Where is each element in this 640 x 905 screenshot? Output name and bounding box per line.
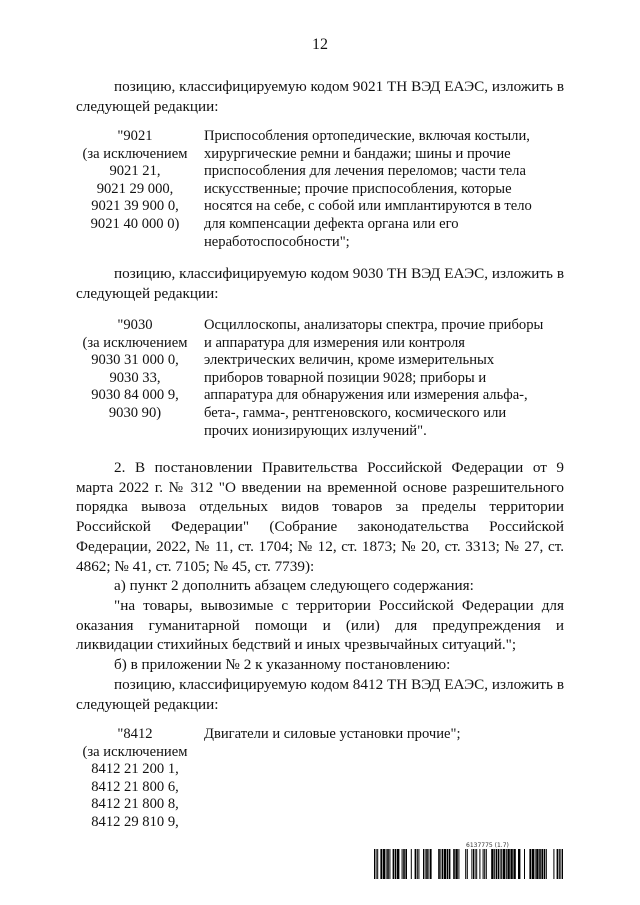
- description-line: неработоспособности";: [204, 233, 350, 250]
- description-line: приборов товарной позиции 9028; приборы и: [204, 369, 487, 386]
- description-line: и аппаратура для измерения или контроля: [204, 334, 466, 351]
- code-cell-8412: [72, 726, 198, 832]
- code-cell-9021: [72, 128, 198, 234]
- description-cell-9030: [204, 317, 564, 440]
- description-line: Осциллоскопы, анализаторы спектра, прочие приборы: [204, 317, 544, 333]
- description-line: Двигатели и силовые установки прочие";: [204, 726, 461, 742]
- description-line: Приспособления ортопедические, включая костыли,: [204, 128, 530, 144]
- description-cell-8412: [204, 726, 564, 744]
- code-line: 8412 21 800 8,: [91, 796, 179, 813]
- code-line: "9021: [117, 128, 153, 144]
- code-line: "8412: [117, 726, 153, 742]
- description-line: хирургические ремни и бандажи; шины и прочие: [204, 145, 511, 162]
- paragraph-position-8412: позицию, классифицируемую кодом 8412 ТН ВЭД ЕАЭС, изложить в следующей редакции:: [76, 676, 564, 713]
- code-line: 9030 31 000 0,: [91, 352, 179, 369]
- code-line: 8412 21 200 1,: [91, 761, 179, 778]
- description-line: для компенсации дефекта органа или его: [204, 215, 459, 232]
- paragraph-subitem-b: б) в приложении № 2 к указанному постановлению:: [114, 656, 451, 673]
- code-line: 9030 84 000 9,: [91, 387, 179, 404]
- code-line: "9030: [117, 317, 153, 333]
- description-line: носятся на себе, с собой или имплантируются в тело: [204, 198, 532, 215]
- code-line: 9021 29 000,: [96, 180, 174, 197]
- code-line: (за исключением: [82, 334, 188, 351]
- code-line: 8412 29 810 9,: [91, 813, 179, 830]
- description-cell-9021: [204, 128, 564, 251]
- code-line: (за исключением: [82, 743, 188, 760]
- paragraph-position-9030: позицию, классифицируемую кодом 9030 ТН ВЭД ЕАЭС, изложить в следующей редакции:: [76, 265, 564, 302]
- paragraph-item-2: 2. В постановлении Правительства Российской Федерации от 9 марта 2022 г. № 312 "О введении на временной основе разрешительного порядка вывоза отдельных видов товаров за пределы территории Российской Федерации" (Собрание законодательства Российской Федерации, 2022, № 11, ст. 1704; № 12, ст. 1873; № 20, ст. 3313; № 27, ст. 4862; № 41, ст. 7105; № 45, ст. 7739):: [76, 459, 564, 575]
- code-cell-9030: [72, 317, 198, 423]
- paragraph-subitem-a: а) пункт 2 дополнить абзацем следующего содержания:: [114, 577, 474, 594]
- code-line: 9021 39 900 0,: [91, 198, 179, 215]
- description-line: электрических величин, кроме измерительных: [204, 352, 495, 369]
- description-line: аппаратура для обнаружения или измерения альфа-,: [204, 387, 528, 404]
- code-line: 9030 90): [108, 404, 162, 421]
- code-line: 8412 21 800 6,: [91, 778, 179, 795]
- paragraph-position-9021: позицию, классифицируемую кодом 9021 ТН ВЭД ЕАЭС, изложить в следующей редакции:: [76, 78, 564, 115]
- description-line: искусственные; прочие приспособления, которые: [204, 180, 512, 197]
- code-line: 9030 33,: [109, 369, 161, 386]
- code-line: 9021 21,: [109, 163, 161, 180]
- paragraph-quote: "на товары, вывозимые с территории Российской Федерации для оказания гуманитарной помощи и (или) для предупреждения и ликвидации стихийных бедствий и иных чрезвычайных ситуаций.";: [76, 597, 564, 654]
- description-line: приспособления для лечения переломов; части тела: [204, 163, 526, 180]
- code-line: (за исключением: [82, 145, 188, 162]
- description-line: прочих ионизирующих излучений".: [204, 422, 427, 439]
- code-line: 9021 40 000 0): [90, 215, 180, 232]
- barcode: [374, 849, 564, 879]
- description-line: бета-, гамма-, рентгеновского, космического или: [204, 404, 507, 421]
- document-stamp: 6137775 (1.7): [466, 842, 509, 849]
- page-number: 12: [312, 36, 328, 53]
